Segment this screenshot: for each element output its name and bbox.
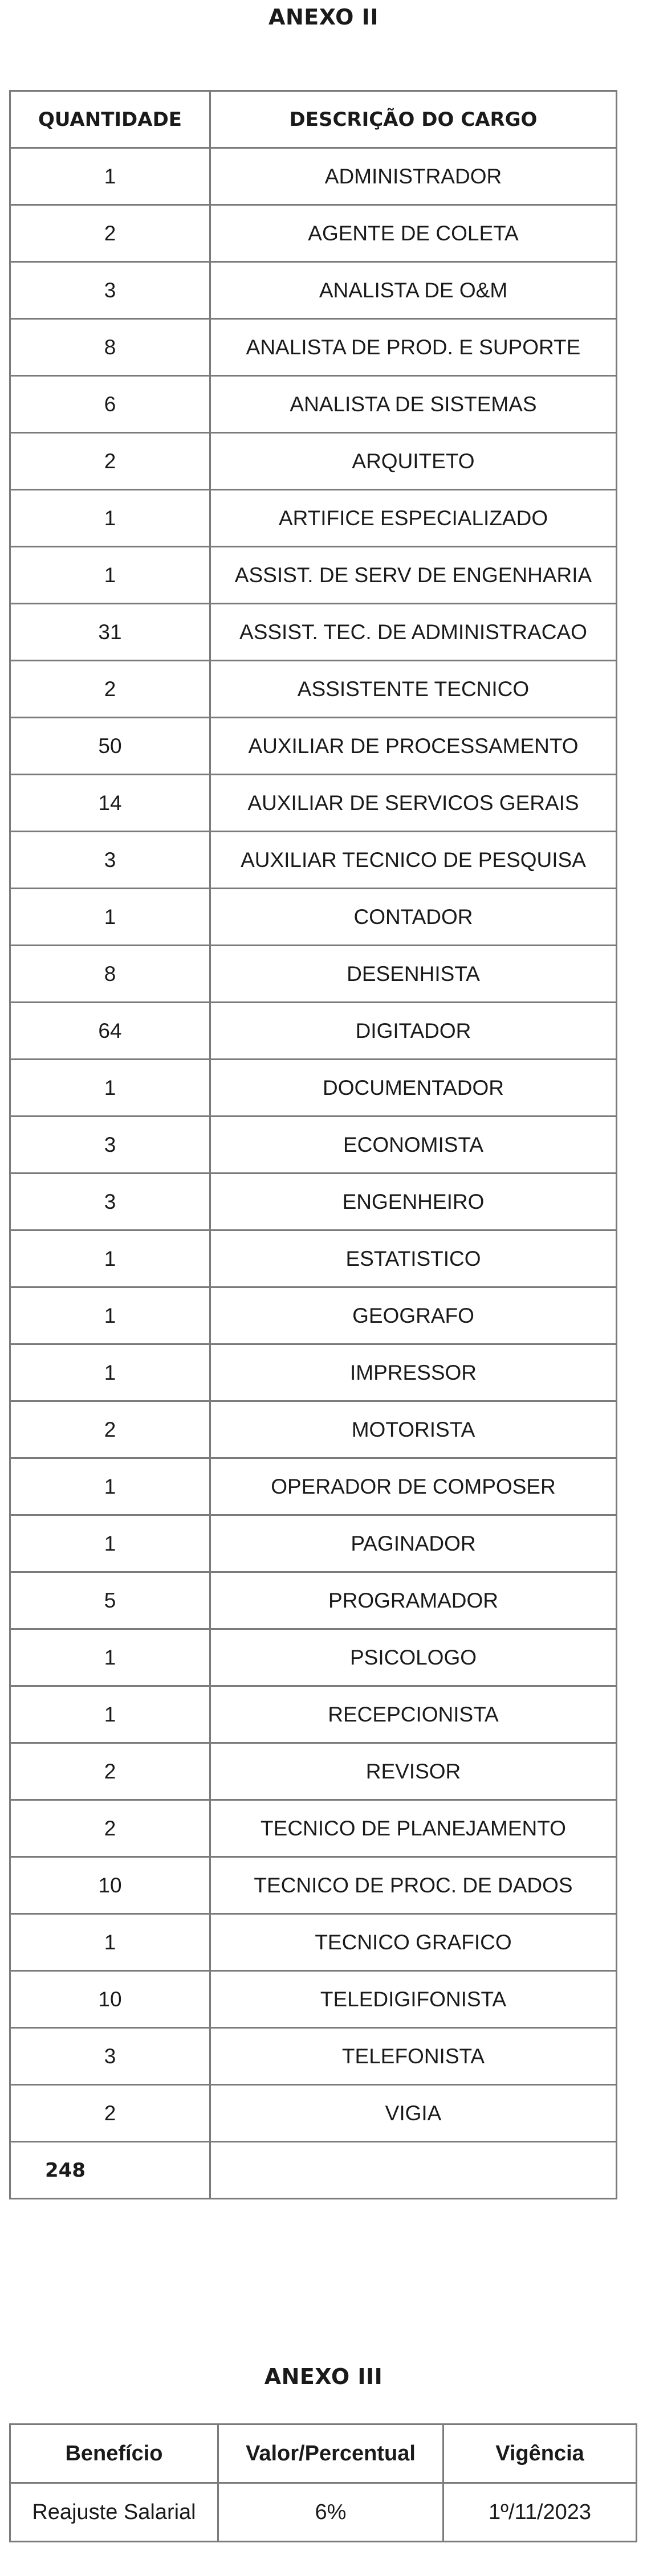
valor-cell: 6%: [218, 2483, 443, 2542]
table-row: [10, 1686, 617, 1743]
table-row: [10, 1914, 617, 1971]
beneficio-table-body: [10, 2483, 637, 2542]
cargo-cell: DOCUMENTADOR: [210, 1060, 617, 1117]
quantidade-cell: 1: [10, 1287, 210, 1344]
vigencia-header: Vigência: [443, 2424, 637, 2483]
cargo-cell: ESTATISTICO: [210, 1230, 617, 1287]
cargo-cell: ECONOMISTA: [210, 1117, 617, 1173]
table-row: [10, 661, 617, 718]
table-row: [10, 262, 617, 319]
table-row: [10, 1003, 617, 1060]
quantidade-cell: 8: [10, 319, 210, 376]
quantidade-cell: 1: [10, 1458, 210, 1515]
quantidade-cell: 2: [10, 205, 210, 262]
cargo-cell: TELEFONISTA: [210, 2028, 617, 2085]
cargo-cell: IMPRESSOR: [210, 1344, 617, 1401]
quantidade-cell: 1: [10, 1515, 210, 1572]
table-row: [10, 2483, 637, 2542]
cargo-cell: ANALISTA DE SISTEMAS: [210, 376, 617, 433]
quantidade-cell: 64: [10, 1003, 210, 1060]
table-row: [10, 547, 617, 604]
quantidade-cell: 1: [10, 1686, 210, 1743]
table-row: [10, 148, 617, 205]
table-row: [10, 2028, 617, 2085]
quantidade-cell: 3: [10, 2028, 210, 2085]
cargo-cell: ARTIFICE ESPECIALIZADO: [210, 490, 617, 547]
table-row: [10, 1401, 617, 1458]
table-row: [10, 1344, 617, 1401]
quantidade-cell: 1: [10, 547, 210, 604]
quantidade-cell: 1: [10, 148, 210, 205]
cargo-cell: PAGINADOR: [210, 1515, 617, 1572]
cargo-cell: RECEPCIONISTA: [210, 1686, 617, 1743]
cargo-cell: MOTORISTA: [210, 1401, 617, 1458]
quantidade-cell: 1: [10, 1629, 210, 1686]
table-row: [10, 718, 617, 775]
quantidade-cell: 3: [10, 262, 210, 319]
table-header-row: [10, 91, 617, 148]
table-row: [10, 832, 617, 889]
total-row: [10, 2142, 617, 2199]
table-row: [10, 205, 617, 262]
beneficio-table: [9, 2423, 637, 2542]
quantidade-cell: 6: [10, 376, 210, 433]
quantidade-cell: 2: [10, 2085, 210, 2142]
quantidade-cell: 1: [10, 1344, 210, 1401]
cargo-cell: ADMINISTRADOR: [210, 148, 617, 205]
cargo-cell: ANALISTA DE PROD. E SUPORTE: [210, 319, 617, 376]
cargo-cell: ARQUITETO: [210, 433, 617, 490]
quantidade-cell: 3: [10, 1117, 210, 1173]
cargo-cell: TECNICO DE PROC. DE DADOS: [210, 1857, 617, 1914]
quantidade-cell: 3: [10, 832, 210, 889]
quantidade-cell: 2: [10, 661, 210, 718]
table-row: [10, 1173, 617, 1230]
anexo-iii-title: ANEXO III: [264, 2364, 383, 2389]
table-row: [10, 1287, 617, 1344]
cargo-cell: TECNICO DE PLANEJAMENTO: [210, 1800, 617, 1857]
quantidade-cell: 1: [10, 1914, 210, 1971]
cargo-cell: TELEDIGIFONISTA: [210, 1971, 617, 2028]
table-row: [10, 2085, 617, 2142]
cargo-cell: AUXILIAR DE SERVICOS GERAIS: [210, 775, 617, 832]
cargo-cell: PROGRAMADOR: [210, 1572, 617, 1629]
table-row: [10, 433, 617, 490]
total-empty-cell: [210, 2142, 617, 2199]
table-row: [10, 1572, 617, 1629]
cargo-cell: ASSIST. TEC. DE ADMINISTRACAO: [210, 604, 617, 661]
cargo-cell: AUXILIAR DE PROCESSAMENTO: [210, 718, 617, 775]
quantidade-cell: 31: [10, 604, 210, 661]
table-row: [10, 1230, 617, 1287]
cargo-cell: ENGENHEIRO: [210, 1173, 617, 1230]
anexo-ii-title: ANEXO II: [268, 5, 379, 30]
table-row: [10, 490, 617, 547]
quantidade-cell: 2: [10, 1800, 210, 1857]
cargo-cell: REVISOR: [210, 1743, 617, 1800]
table-row: [10, 775, 617, 832]
cargo-cell: CONTADOR: [210, 889, 617, 946]
quantidade-cell: 1: [10, 1230, 210, 1287]
table-row: [10, 1743, 617, 1800]
total-quantidade: 248: [10, 2142, 210, 2199]
quantidade-cell: 1: [10, 889, 210, 946]
quantidade-cell: 2: [10, 1743, 210, 1800]
table-row: [10, 889, 617, 946]
cargo-cell: ANALISTA DE O&M: [210, 262, 617, 319]
table-row: [10, 319, 617, 376]
cargos-table-body: [10, 148, 617, 2199]
quantidade-cell: 14: [10, 775, 210, 832]
cargo-cell: DESENHISTA: [210, 946, 617, 1003]
cargo-cell: PSICOLOGO: [210, 1629, 617, 1686]
descricao-cargo-header: DESCRIÇÃO DO CARGO: [210, 91, 617, 148]
table-row: [10, 1800, 617, 1857]
quantidade-cell: 10: [10, 1971, 210, 2028]
beneficio-header-row: [10, 2424, 637, 2483]
table-row: [10, 946, 617, 1003]
table-row: [10, 1857, 617, 1914]
cargo-cell: DIGITADOR: [210, 1003, 617, 1060]
quantidade-cell: 10: [10, 1857, 210, 1914]
quantidade-cell: 2: [10, 433, 210, 490]
quantidade-header: QUANTIDADE: [10, 91, 210, 148]
valor-percentual-header: Valor/Percentual: [218, 2424, 443, 2483]
cargo-cell: ASSISTENTE TECNICO: [210, 661, 617, 718]
table-row: [10, 1458, 617, 1515]
cargo-cell: AGENTE DE COLETA: [210, 205, 617, 262]
beneficio-header: Benefício: [10, 2424, 218, 2483]
cargo-cell: VIGIA: [210, 2085, 617, 2142]
cargo-cell: ASSIST. DE SERV DE ENGENHARIA: [210, 547, 617, 604]
cargo-cell: AUXILIAR TECNICO DE PESQUISA: [210, 832, 617, 889]
vigencia-cell: 1º/11/2023: [443, 2483, 637, 2542]
cargo-cell: OPERADOR DE COMPOSER: [210, 1458, 617, 1515]
table-row: [10, 1515, 617, 1572]
quantidade-cell: 1: [10, 1060, 210, 1117]
quantidade-cell: 5: [10, 1572, 210, 1629]
quantidade-cell: 2: [10, 1401, 210, 1458]
table-row: [10, 1117, 617, 1173]
table-row: [10, 1971, 617, 2028]
quantidade-cell: 8: [10, 946, 210, 1003]
quantidade-cell: 1: [10, 490, 210, 547]
beneficio-cell: Reajuste Salarial: [10, 2483, 218, 2542]
cargos-table: [9, 90, 617, 2199]
quantidade-cell: 3: [10, 1173, 210, 1230]
table-row: [10, 604, 617, 661]
table-row: [10, 1060, 617, 1117]
quantidade-cell: 50: [10, 718, 210, 775]
cargo-cell: TECNICO GRAFICO: [210, 1914, 617, 1971]
table-row: [10, 376, 617, 433]
table-row: [10, 1629, 617, 1686]
cargo-cell: GEOGRAFO: [210, 1287, 617, 1344]
